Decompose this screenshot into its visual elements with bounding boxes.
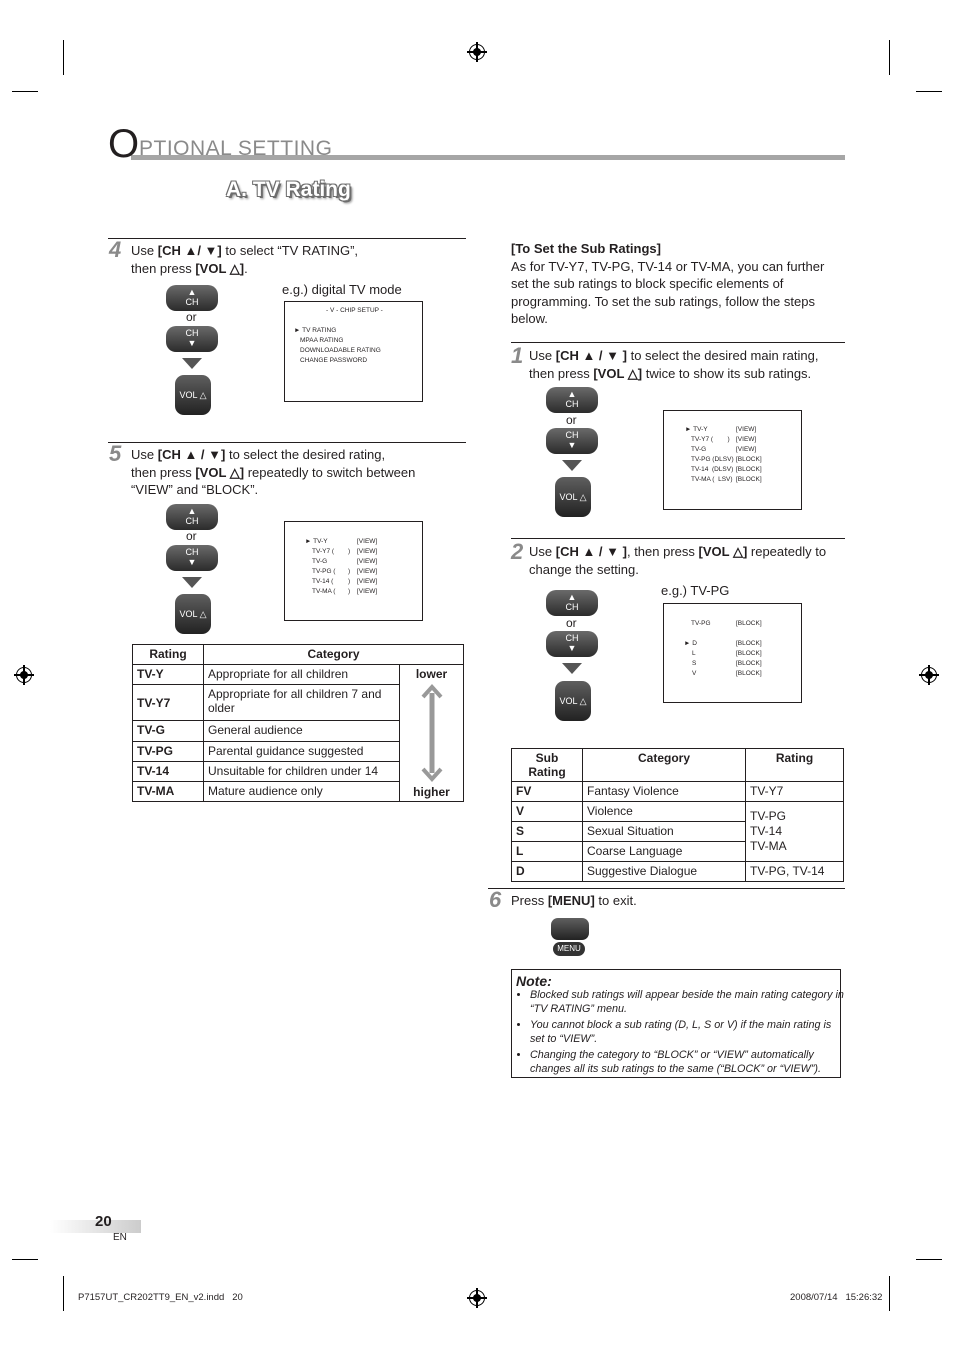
tv-screen (663, 410, 802, 510)
or-label: or (566, 413, 577, 427)
crop-mark (916, 1259, 942, 1260)
crop-mark (889, 1276, 890, 1311)
scale-lower-label: lower (415, 667, 448, 681)
rating-value: [VIEW] (357, 568, 378, 575)
rating-value: [BLOCK] (736, 456, 762, 463)
tv-screen (284, 301, 423, 402)
rating-item: TV-G (691, 446, 707, 453)
rating-cell: TV-Y7 (133, 685, 204, 721)
example-label: e.g.) digital TV mode (282, 282, 402, 297)
rating-value: [BLOCK] (736, 670, 762, 677)
rating-value: [VIEW] (357, 578, 378, 585)
table-header: Sub Rating (512, 749, 583, 782)
double-arrow-icon (420, 683, 444, 783)
rating-item: TV-PG (691, 620, 711, 627)
rating-item: TV-Y7 ( ) (691, 436, 730, 443)
rating-table (132, 644, 464, 802)
ch-down-button[interactable]: CH ▼ (166, 326, 218, 352)
vol-button[interactable]: VOL △ (175, 375, 211, 415)
ch-up-button[interactable]: ▲ CH (166, 285, 218, 311)
sub-rating-cell: D (512, 862, 583, 882)
table-header: Rating (746, 749, 844, 782)
crop-mark (916, 91, 942, 92)
note-box (511, 969, 844, 1078)
sub-rating-cell: V (512, 802, 583, 822)
arrow-down-icon (562, 663, 582, 674)
category-cell: General audience (204, 721, 400, 741)
arrow-down-icon (182, 577, 202, 588)
note-item: • Blocked sub ratings will appear beside the main rating category in “TV RATING” menu. (530, 988, 848, 1016)
rating-value: [BLOCK] (736, 650, 762, 657)
category-cell: Suggestive Dialogue (583, 862, 746, 882)
scale-higher-label: higher (413, 785, 450, 799)
menu-item: CHANGE PASSWORD (300, 357, 368, 364)
ch-down-button[interactable]: CH ▼ (546, 631, 598, 657)
table-header: Category (204, 645, 464, 665)
category-cell: Unsuitable for children under 14 (204, 761, 400, 781)
example-label: e.g.) TV-PG (661, 583, 730, 598)
registration-mark-icon (921, 667, 937, 683)
sub-step2-text: Use [CH ▲ / ▼ ], then press [VOL △] repeatedly to change the setting. (529, 544, 827, 577)
or-label: or (186, 529, 197, 543)
rating-value: [VIEW] (357, 558, 378, 565)
step-number: 6 (489, 887, 502, 912)
sub-rating-cell: FV (512, 782, 583, 802)
menu-item: DOWNLOADABLE RATING (300, 347, 381, 354)
ch-down-button[interactable]: CH ▼ (546, 428, 598, 454)
category-cell: Sexual Situation (583, 822, 746, 842)
sub-step1-text: Use [CH ▲ / ▼ ] to select the desired main rating, then press [VOL △] twice to show its sub ratings. (529, 348, 819, 381)
rating-value: [VIEW] (736, 446, 757, 453)
table-header: Rating (133, 645, 204, 665)
crop-mark (12, 1259, 38, 1260)
rating-item: TV-PG (DLSV) (691, 456, 734, 463)
rating-cell: TV-Y7 (746, 782, 844, 802)
rating-value: [BLOCK] (736, 620, 762, 627)
screen-title: - V - CHIP SETUP - (326, 307, 383, 314)
category-cell: Mature audience only (204, 781, 400, 801)
note-title: Note: (516, 973, 552, 989)
rating-item: TV-MA ( LSV) (691, 476, 733, 483)
scale-cell (400, 665, 464, 802)
ch-up-button[interactable]: ▲ CH (546, 387, 598, 413)
step5-text: Use [CH ▲ / ▼] to select the desired rating, then press [VOL △] repeatedly to switch between “VIEW” and “BLOCK”. (131, 447, 416, 497)
step-rule (511, 538, 845, 539)
rating-cell: TV-PG (133, 741, 204, 761)
category-cell: Appropriate for all children (204, 665, 400, 685)
step6-text: Press [MENU] to exit. (511, 893, 637, 908)
note-item: • You cannot block a sub rating (D, L, S or V) if the main rating is set to “VIEW”. (530, 1018, 848, 1046)
section-title: A. TV Rating (226, 178, 351, 201)
arrow-down-icon (182, 358, 202, 369)
sub-rating-cell: L (512, 842, 583, 862)
registration-mark-icon (469, 44, 485, 60)
crop-mark (63, 1276, 64, 1311)
rating-value: [BLOCK] (736, 660, 762, 667)
menu-button[interactable] (551, 918, 589, 940)
ch-down-button[interactable]: CH ▼ (166, 545, 218, 571)
category-cell: Parental guidance suggested (204, 741, 400, 761)
rating-paren: ) (348, 548, 351, 555)
crop-mark (63, 40, 64, 75)
rating-cell: TV-G (133, 721, 204, 741)
page-number: 20 (95, 1213, 112, 1230)
vol-button[interactable]: VOL △ (175, 594, 211, 634)
crop-mark (889, 40, 890, 75)
step4-text: Use [CH ▲/ ▼] to select “TV RATING”, then press [VOL △]. (131, 243, 359, 276)
or-label: or (566, 616, 577, 630)
rating-item: TV-PG ( (312, 568, 336, 575)
rating-paren: ) (348, 568, 351, 575)
crop-mark (12, 91, 38, 92)
sub-ratings-intro: [To Set the Sub Ratings] As for TV-Y7, TV-PG, TV-14 or TV-MA, you can further set the sub ratings to block specific elements of programming. To set the sub ratings, follow the steps below. (511, 241, 825, 326)
rating-cell: TV-14 (133, 761, 204, 781)
step-number: 2 (511, 539, 524, 564)
rating-value: [VIEW] (736, 426, 757, 433)
rating-paren: ) (348, 588, 351, 595)
sub-ratings-heading: [To Set the Sub Ratings] (511, 241, 661, 256)
rating-value: [VIEW] (736, 436, 757, 443)
rating-item: TV-Y7 ( (312, 548, 335, 555)
rating-value: [VIEW] (357, 538, 378, 545)
rating-item: TV-G (312, 558, 328, 565)
note-item: • Changing the category to “BLOCK” or “VIEW” automatically changes all its sub ratings to the same (“BLOCK” or “VIEW”). (530, 1048, 848, 1076)
tv-screen (284, 521, 423, 621)
step-number: 1 (511, 343, 524, 368)
sub-rating-item: V (692, 670, 697, 677)
tv-screen (663, 603, 802, 703)
registration-mark-icon (469, 1290, 485, 1306)
rating-value: [VIEW] (357, 588, 378, 595)
step-number: 5 (109, 441, 122, 466)
ch-up-button[interactable]: ▲ CH (166, 504, 218, 530)
rating-item: ► TV-Y (305, 538, 328, 545)
step-rule (488, 888, 845, 889)
page-title-initial: O (108, 122, 140, 166)
table-header: Category (583, 749, 746, 782)
rating-value: [BLOCK] (736, 640, 762, 647)
category-cell: Fantasy Violence (583, 782, 746, 802)
sub-rating-item: ► D (684, 640, 697, 647)
rating-paren: ) (348, 578, 351, 585)
rating-cell: TV-PG, TV-14 (746, 862, 844, 882)
rating-value: [BLOCK] (736, 466, 762, 473)
rating-cell: TV-Y (133, 665, 204, 685)
ch-up-button[interactable]: ▲ CH (546, 590, 598, 616)
page-lang: EN (113, 1232, 127, 1243)
step-rule (108, 442, 466, 443)
category-cell: Coarse Language (583, 842, 746, 862)
rating-item: TV-14 (DLSV) (691, 466, 734, 473)
or-label: or (186, 310, 197, 324)
vol-button[interactable]: VOL △ (555, 477, 591, 517)
menu-item: MPAA RATING (300, 337, 344, 344)
menu-item: ► TV RATING (294, 327, 337, 334)
rating-value: [BLOCK] (736, 476, 762, 483)
menu-label: MENU (553, 942, 585, 956)
footer-file: P7157UT_CR202TT9_EN_v2.indd 20 (78, 1292, 243, 1303)
rating-item: TV-MA ( (312, 588, 336, 595)
vol-button[interactable]: VOL △ (555, 681, 591, 721)
category-cell: Appropriate for all children 7 and older (204, 685, 400, 721)
category-cell: Violence (583, 802, 746, 822)
registration-mark-icon (16, 667, 32, 683)
note-list (522, 988, 848, 1078)
page-title: PTIONAL SETTING (139, 137, 333, 160)
step-rule (108, 238, 466, 239)
arrow-down-icon (562, 460, 582, 471)
sub-rating-table (511, 748, 844, 882)
step-rule (511, 342, 845, 343)
sub-rating-item: S (692, 660, 697, 667)
rating-item: ► TV-Y (685, 426, 708, 433)
step-number: 4 (109, 237, 122, 262)
sub-rating-cell: S (512, 822, 583, 842)
sub-rating-item: L (692, 650, 696, 657)
rating-value: [VIEW] (357, 548, 378, 555)
footer-date: 2008/07/14 15:26:32 (790, 1292, 883, 1303)
rating-cell: TV-MA (133, 781, 204, 801)
rating-cell: TV-PG TV-14 TV-MA (746, 802, 844, 862)
rating-item: TV-14 ( (312, 578, 334, 585)
